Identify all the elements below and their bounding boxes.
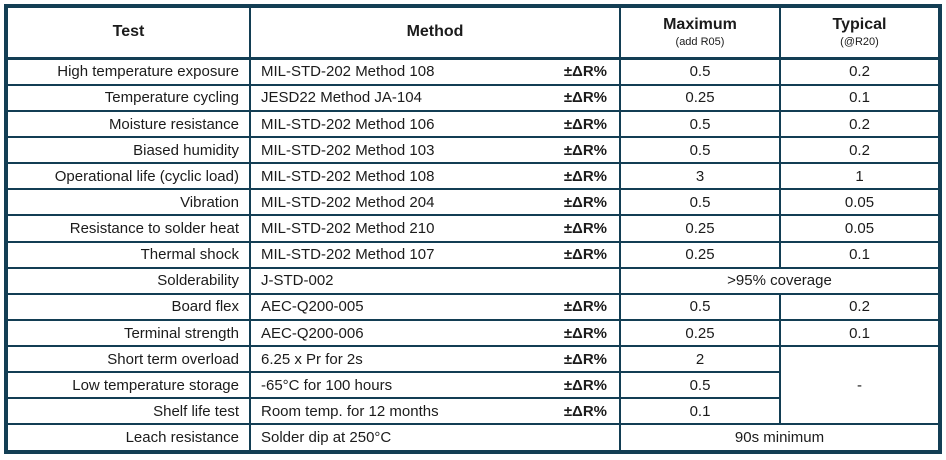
delta-r-label: ±ΔR% [563, 193, 607, 211]
test-cell: Shelf life test [6, 398, 250, 424]
maximum-cell: 0.5 [620, 372, 780, 398]
method-text: JESD22 Method JA-104 [261, 89, 422, 107]
maximum-cell: 0.25 [620, 320, 780, 346]
delta-r-label: ±ΔR% [563, 402, 607, 420]
table-row [6, 163, 940, 189]
table-row [6, 346, 940, 372]
typical-cell: 0.2 [780, 111, 940, 137]
method-text: MIL-STD-202 Method 108 [261, 63, 435, 81]
maximum-cell: 0.5 [620, 137, 780, 163]
test-cell: Board flex [6, 294, 250, 320]
header-typical-label: Typical [832, 16, 887, 33]
table-row [6, 424, 940, 452]
merged-dash-cell: - [780, 346, 940, 424]
qualification-table [4, 4, 940, 454]
delta-r-label: ±ΔR% [563, 350, 607, 368]
method-cell [250, 372, 620, 398]
method-cell [250, 268, 620, 294]
maximum-cell: 0.5 [620, 294, 780, 320]
maximum-cell: 3 [620, 163, 780, 189]
test-cell: Moisture resistance [6, 111, 250, 137]
maximum-cell: 0.25 [620, 85, 780, 111]
method-cell [250, 85, 620, 111]
table-row [6, 242, 940, 268]
maximum-cell: 0.5 [620, 111, 780, 137]
table-row [6, 268, 940, 294]
header-maximum-sub: (add R05) [675, 36, 725, 49]
method-cell [250, 58, 620, 85]
test-cell: Temperature cycling [6, 85, 250, 111]
test-cell: Short term overload [6, 346, 250, 372]
test-cell: Vibration [6, 189, 250, 215]
method-text: MIL-STD-202 Method 210 [261, 220, 435, 237]
method-text: MIL-STD-202 Method 107 [261, 246, 435, 264]
header-maximum [620, 6, 780, 58]
test-cell: Thermal shock [6, 242, 250, 268]
header-typical [780, 6, 940, 58]
delta-r-label: ±ΔR% [563, 220, 607, 237]
test-cell: Biased humidity [6, 137, 250, 163]
maximum-cell: 0.1 [620, 398, 780, 424]
test-spec-table [4, 4, 942, 454]
typical-cell: 0.05 [780, 189, 940, 215]
method-cell [250, 294, 620, 320]
typical-cell: 0.2 [780, 137, 940, 163]
test-cell: Low temperature storage [6, 372, 250, 398]
delta-r-label: ±ΔR% [563, 63, 607, 81]
method-cell [250, 242, 620, 268]
typical-cell: 0.2 [780, 58, 940, 85]
table-row [6, 58, 940, 85]
delta-r-label: ±ΔR% [563, 89, 607, 107]
table-row [6, 137, 940, 163]
header-method [250, 6, 620, 58]
method-text: MIL-STD-202 Method 204 [261, 193, 435, 211]
method-text: MIL-STD-202 Method 106 [261, 115, 435, 133]
test-cell: High temperature exposure [6, 58, 250, 85]
test-cell: Terminal strength [6, 320, 250, 346]
maximum-cell: 0.25 [620, 242, 780, 268]
delta-r-label: ±ΔR% [563, 376, 607, 394]
method-cell [250, 424, 620, 452]
method-text: J-STD-002 [261, 272, 334, 290]
header-typical-sub: (@R20) [840, 36, 879, 49]
delta-r-label: ±ΔR% [563, 167, 607, 185]
test-cell: Resistance to solder heat [6, 215, 250, 241]
method-cell [250, 346, 620, 372]
merged-result-cell: >95% coverage [620, 268, 940, 294]
test-cell: Solderability [6, 268, 250, 294]
maximum-cell: 0.5 [620, 189, 780, 215]
typical-cell: 0.1 [780, 320, 940, 346]
maximum-cell: 0.5 [620, 58, 780, 85]
delta-r-label: ±ΔR% [563, 246, 607, 264]
method-cell [250, 320, 620, 346]
method-cell [250, 163, 620, 189]
table-row [6, 294, 940, 320]
table-row [6, 189, 940, 215]
table-row [6, 215, 940, 241]
header-method-label: Method [406, 23, 464, 41]
typical-cell: 0.05 [780, 215, 940, 241]
method-text: AEC-Q200-005 [261, 298, 364, 316]
table-row [6, 111, 940, 137]
typical-cell: 0.2 [780, 294, 940, 320]
delta-r-label: ±ΔR% [563, 298, 607, 316]
test-cell: Leach resistance [6, 424, 250, 452]
merged-result-cell: 90s minimum [620, 424, 940, 452]
header-test [6, 6, 250, 58]
delta-r-label: ±ΔR% [563, 324, 607, 342]
method-cell [250, 111, 620, 137]
typical-cell: 0.1 [780, 85, 940, 111]
header-test-label: Test [112, 23, 145, 41]
header-row [6, 6, 940, 58]
header-maximum-label: Maximum [663, 16, 737, 33]
test-cell: Operational life (cyclic load) [6, 163, 250, 189]
maximum-cell: 2 [620, 346, 780, 372]
typical-cell: 1 [780, 163, 940, 189]
method-text: AEC-Q200-006 [261, 324, 364, 342]
method-cell [250, 398, 620, 424]
method-text: Room temp. for 12 months [261, 402, 439, 420]
typical-cell: 0.1 [780, 242, 940, 268]
method-cell [250, 215, 620, 241]
method-text: -65°C for 100 hours [261, 376, 393, 394]
method-text: 6.25 x Pr for 2s [261, 350, 363, 368]
method-text: MIL-STD-202 Method 103 [261, 141, 435, 159]
maximum-cell: 0.25 [620, 215, 780, 241]
method-text: MIL-STD-202 Method 108 [261, 167, 435, 185]
method-cell [250, 189, 620, 215]
table-row [6, 85, 940, 111]
method-text: Solder dip at 250°C [261, 429, 392, 447]
method-cell [250, 137, 620, 163]
delta-r-label: ±ΔR% [563, 115, 607, 133]
delta-r-label: ±ΔR% [563, 141, 607, 159]
table-row [6, 320, 940, 346]
